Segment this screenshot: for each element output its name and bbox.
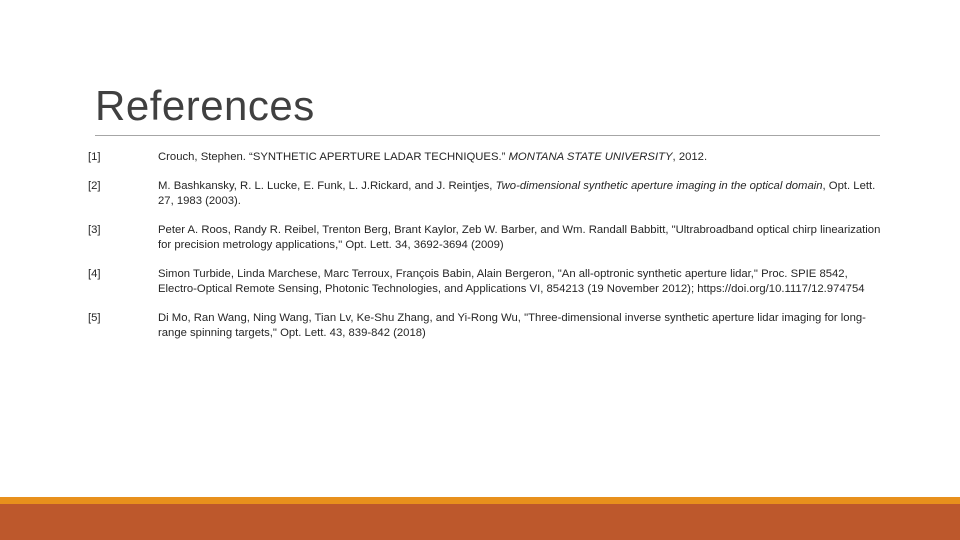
title-divider (95, 135, 880, 136)
reference-number: [4] (88, 268, 101, 280)
reference-item (88, 223, 888, 253)
reference-number: [2] (88, 180, 101, 192)
reference-segment: M. Bashkansky, R. L. Lucke, E. Funk, L. J.Rickard, and J. Reintjes, (158, 180, 496, 192)
reference-segment: , 2012. (672, 151, 708, 163)
reference-italic-segment: Two-dimensional synthetic aperture imaging in the optical domain (495, 180, 823, 192)
reference-segment: Peter A. Roos, Randy R. Reibel, Trenton Berg, Brant Kaylor, Zeb W. Barber, and Wm. Randall Babbitt, "Ultrabroadband optical chirp linearization for precision metrology applications," Opt. Lett. 34, 3692-3694 (2009) (158, 224, 881, 251)
reference-number: [5] (88, 312, 101, 324)
reference-segment: Di Mo, Ran Wang, Ning Wang, Tian Lv, Ke-Shu Zhang, and Yi-Rong Wu, "Three-dimensional inverse synthetic aperture lidar imaging for long-range spinning targets," Opt. Lett. 43, 839-842 (2018) (158, 312, 866, 339)
reference-item (88, 267, 888, 297)
reference-list (88, 150, 888, 341)
reference-item (88, 311, 888, 341)
reference-segment: Crouch, Stephen. “SYNTHETIC APERTURE LADAR TECHNIQUES.” (158, 151, 509, 163)
reference-item (88, 179, 888, 209)
footer-bar (0, 504, 960, 540)
slide-title: References (95, 82, 315, 129)
reference-italic-segment: MONTANA STATE UNIVERSITY (508, 151, 673, 163)
reference-number: [1] (88, 151, 101, 163)
reference-number: [3] (88, 224, 101, 236)
reference-item (88, 150, 888, 165)
reference-text (158, 311, 883, 341)
reference-text (158, 179, 883, 209)
reference-text (158, 223, 883, 253)
reference-segment: Simon Turbide, Linda Marchese, Marc Terroux, François Babin, Alain Bergeron, "An all-optronic synthetic aperture lidar," Proc. SPIE 8542, Electro-Optical Remote Sensing, Photonic Technologies, and Applications VI, 854213 (19 November 2012); https://doi.org/10.1117/12.974754 (158, 268, 865, 295)
footer-accent-stripe (0, 497, 960, 504)
reference-text (158, 267, 883, 297)
reference-segment: , Opt. Lett. 27, 1983 (2003). (158, 180, 876, 207)
reference-text (158, 150, 883, 165)
